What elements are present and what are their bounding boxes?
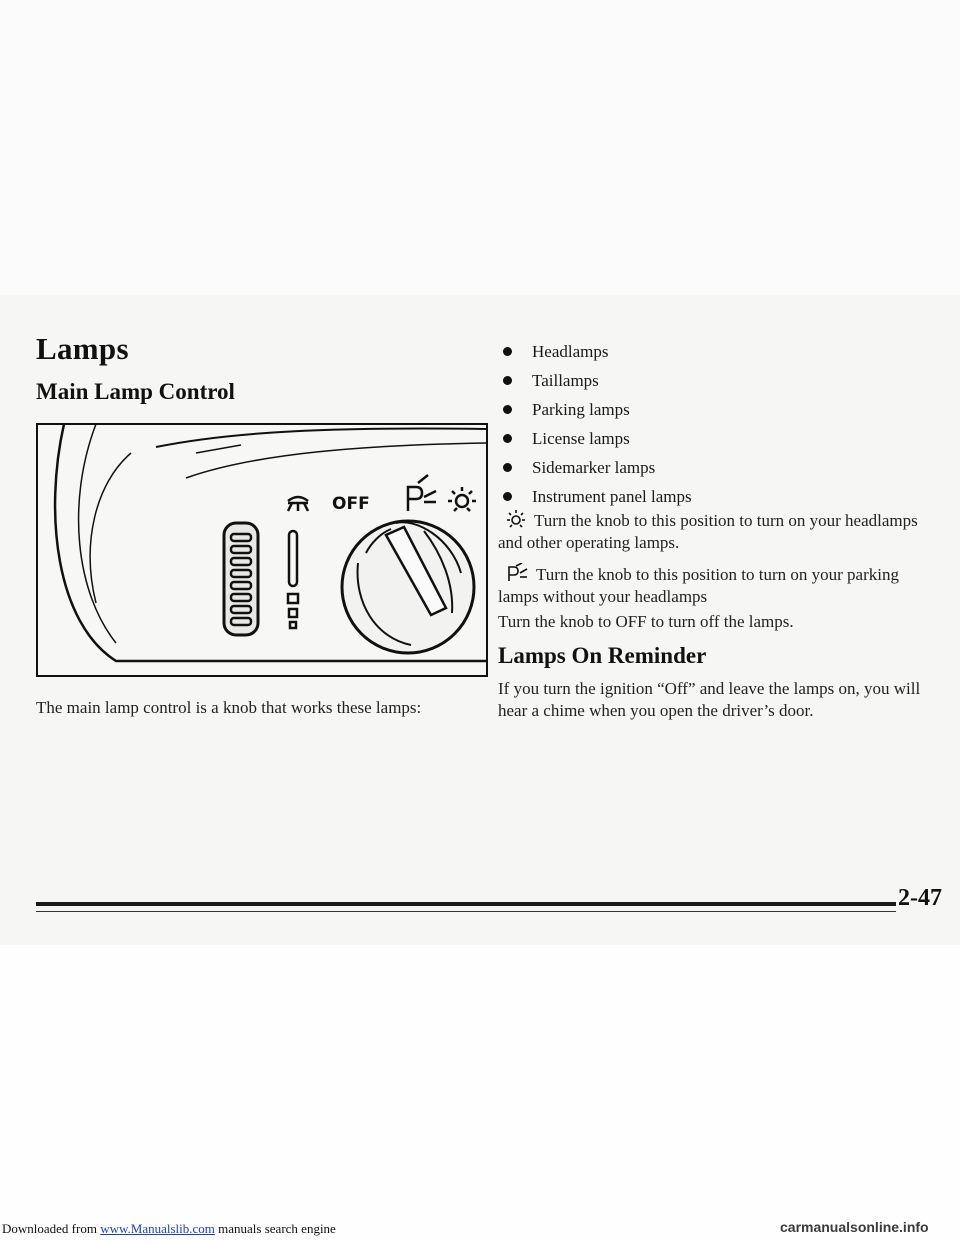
top-margin xyxy=(0,0,960,295)
bottom-margin xyxy=(0,945,960,1242)
bullet-dot-icon xyxy=(503,492,512,501)
download-footer: Downloaded from www.Manualslib.com manuals search engine xyxy=(2,1221,336,1236)
bullet-dot-icon xyxy=(503,463,512,472)
watermark: carmanualsonline.info xyxy=(780,1219,929,1235)
section-heading-main-lamp-control: Main Lamp Control xyxy=(36,379,235,404)
headlamp-knob xyxy=(342,521,474,653)
page-title: Lamps xyxy=(36,331,129,366)
page-number: 2-47 xyxy=(898,885,942,911)
dimmer-thumbwheel xyxy=(224,523,258,635)
list-item: Instrument panel lamps xyxy=(498,482,938,511)
lamp-list xyxy=(498,337,938,511)
bullet-dot-icon xyxy=(503,405,512,414)
bullet-dot-icon xyxy=(503,347,512,356)
manual-page xyxy=(0,295,960,945)
reminder-paragraph: If you turn the ignition “Off” and leave the lamps on, you will hear a chime when you open the driver’s door. xyxy=(498,679,921,720)
bullet-dot-icon xyxy=(503,376,512,385)
list-item: Sidemarker lamps xyxy=(498,453,938,482)
parking-position-paragraph: Turn the knob to this position to turn on your parking lamps without your headlamps xyxy=(498,565,899,606)
manualslib-link[interactable]: www.Manualslib.com xyxy=(100,1221,215,1236)
footer-rule-thin xyxy=(36,911,896,912)
list-item: License lamps xyxy=(498,424,938,453)
headlamp-icon xyxy=(506,509,526,529)
figure-caption: The main lamp control is a knob that works these lamps: xyxy=(36,698,422,717)
headlamp-position-paragraph: Turn the knob to this position to turn on your headlamps and other operating lamps. xyxy=(498,511,918,552)
list-item: Parking lamps xyxy=(498,395,938,424)
main-lamp-control-illustration xyxy=(36,423,488,677)
bullet-dot-icon xyxy=(503,434,512,443)
footer-rule xyxy=(36,902,896,906)
off-position-paragraph: Turn the knob to OFF to turn off the lamps. xyxy=(498,612,794,631)
off-position-label: OFF xyxy=(332,494,370,514)
list-item: Taillamps xyxy=(498,366,938,395)
section-heading-lamps-on-reminder: Lamps On Reminder xyxy=(498,643,707,668)
parking-lamp-icon xyxy=(506,563,528,583)
list-item: Headlamps xyxy=(498,337,938,366)
